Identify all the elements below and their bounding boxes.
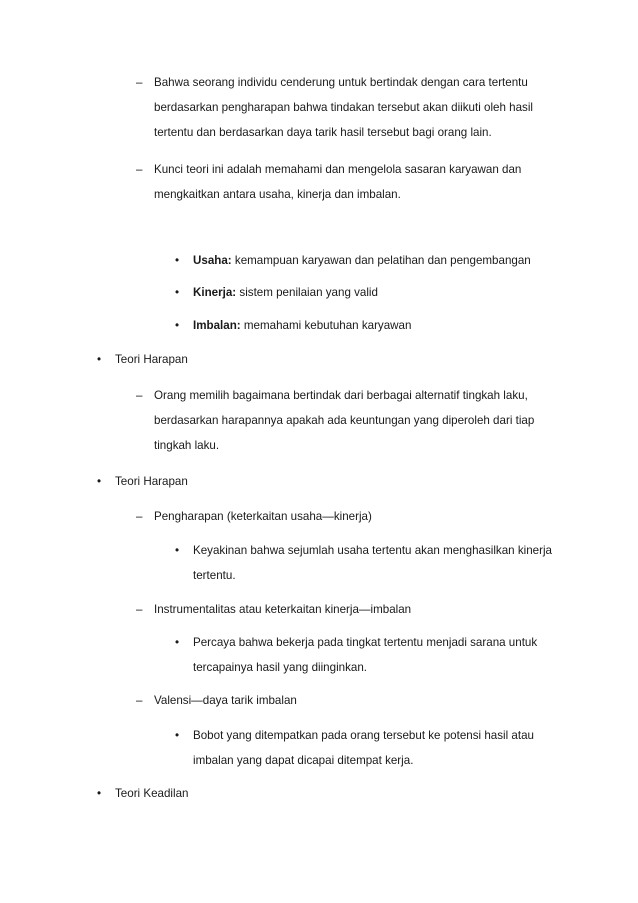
dash-marker: – xyxy=(136,694,143,707)
item-text-line: Orang memilih bagaimana bertindak dari berbagai alternatif tingkah laku, xyxy=(154,389,528,402)
bullet-marker: • xyxy=(97,353,102,366)
dash-marker: – xyxy=(136,603,143,616)
bullet-marker: • xyxy=(175,319,180,332)
bullet-marker: • xyxy=(175,544,180,557)
bullet-marker: • xyxy=(97,787,102,800)
dash-marker: – xyxy=(136,163,143,176)
dash-marker: – xyxy=(136,510,143,523)
item-text-line: berdasarkan pengharapan bahwa tindakan tersebut akan diikuti oleh hasil xyxy=(154,101,533,114)
item-text-line xyxy=(193,286,378,300)
bullet-marker: • xyxy=(175,636,180,649)
item-text: memahami kebutuhan karyawan xyxy=(240,319,412,332)
bullet-marker: • xyxy=(175,729,180,742)
item-text-line: Bahwa seorang individu cenderung untuk bertindak dengan cara tertentu xyxy=(154,76,528,89)
item-text-line xyxy=(193,254,531,268)
item-text: sistem penilaian yang valid xyxy=(236,286,378,299)
item-text-line: Bobot yang ditempatkan pada orang tersebut ke potensi hasil atau xyxy=(193,729,534,742)
section-heading: Teori Harapan xyxy=(115,353,188,366)
item-text-line xyxy=(193,319,411,333)
dash-marker: – xyxy=(136,76,143,89)
item-text-line: Pengharapan (keterkaitan usaha—kinerja) xyxy=(154,510,372,523)
item-bold-term: Imbalan: xyxy=(193,319,241,332)
item-text-line: tingkah laku. xyxy=(154,439,220,452)
item-text-line: Instrumentalitas atau keterkaitan kinerja—imbalan xyxy=(154,603,412,616)
item-text-line: Valensi—daya tarik imbalan xyxy=(154,694,297,707)
dash-marker: – xyxy=(136,389,143,402)
item-text: kemampuan karyawan dan pelatihan dan pengembangan xyxy=(231,254,531,267)
section-heading: Teori Harapan xyxy=(115,475,188,488)
item-text-line: tertentu. xyxy=(193,569,236,582)
bullet-marker: • xyxy=(97,475,102,488)
item-text-line: tertentu dan berdasarkan daya tarik hasil tersebut bagi orang lain. xyxy=(154,126,492,139)
item-bold-term: Usaha: xyxy=(193,254,232,267)
bullet-marker: • xyxy=(175,286,180,299)
item-text-line: tercapainya hasil yang diinginkan. xyxy=(193,661,368,674)
item-text-line: Percaya bahwa bekerja pada tingkat tertentu menjadi sarana untuk xyxy=(193,636,538,649)
section-heading: Teori Keadilan xyxy=(115,787,189,800)
item-text-line: Keyakinan bahwa sejumlah usaha tertentu akan menghasilkan kinerja xyxy=(193,544,552,557)
bullet-marker: • xyxy=(175,254,180,267)
item-bold-term: Kinerja: xyxy=(193,286,237,299)
item-text-line: imbalan yang dapat dicapai ditempat kerja. xyxy=(193,754,414,767)
item-text-line: berdasarkan harapannya apakah ada keuntungan yang diperoleh dari tiap xyxy=(154,414,535,427)
item-text-line: Kunci teori ini adalah memahami dan mengelola sasaran karyawan dan xyxy=(154,163,522,176)
item-text-line: mengkaitkan antara usaha, kinerja dan imbalan. xyxy=(154,188,401,201)
